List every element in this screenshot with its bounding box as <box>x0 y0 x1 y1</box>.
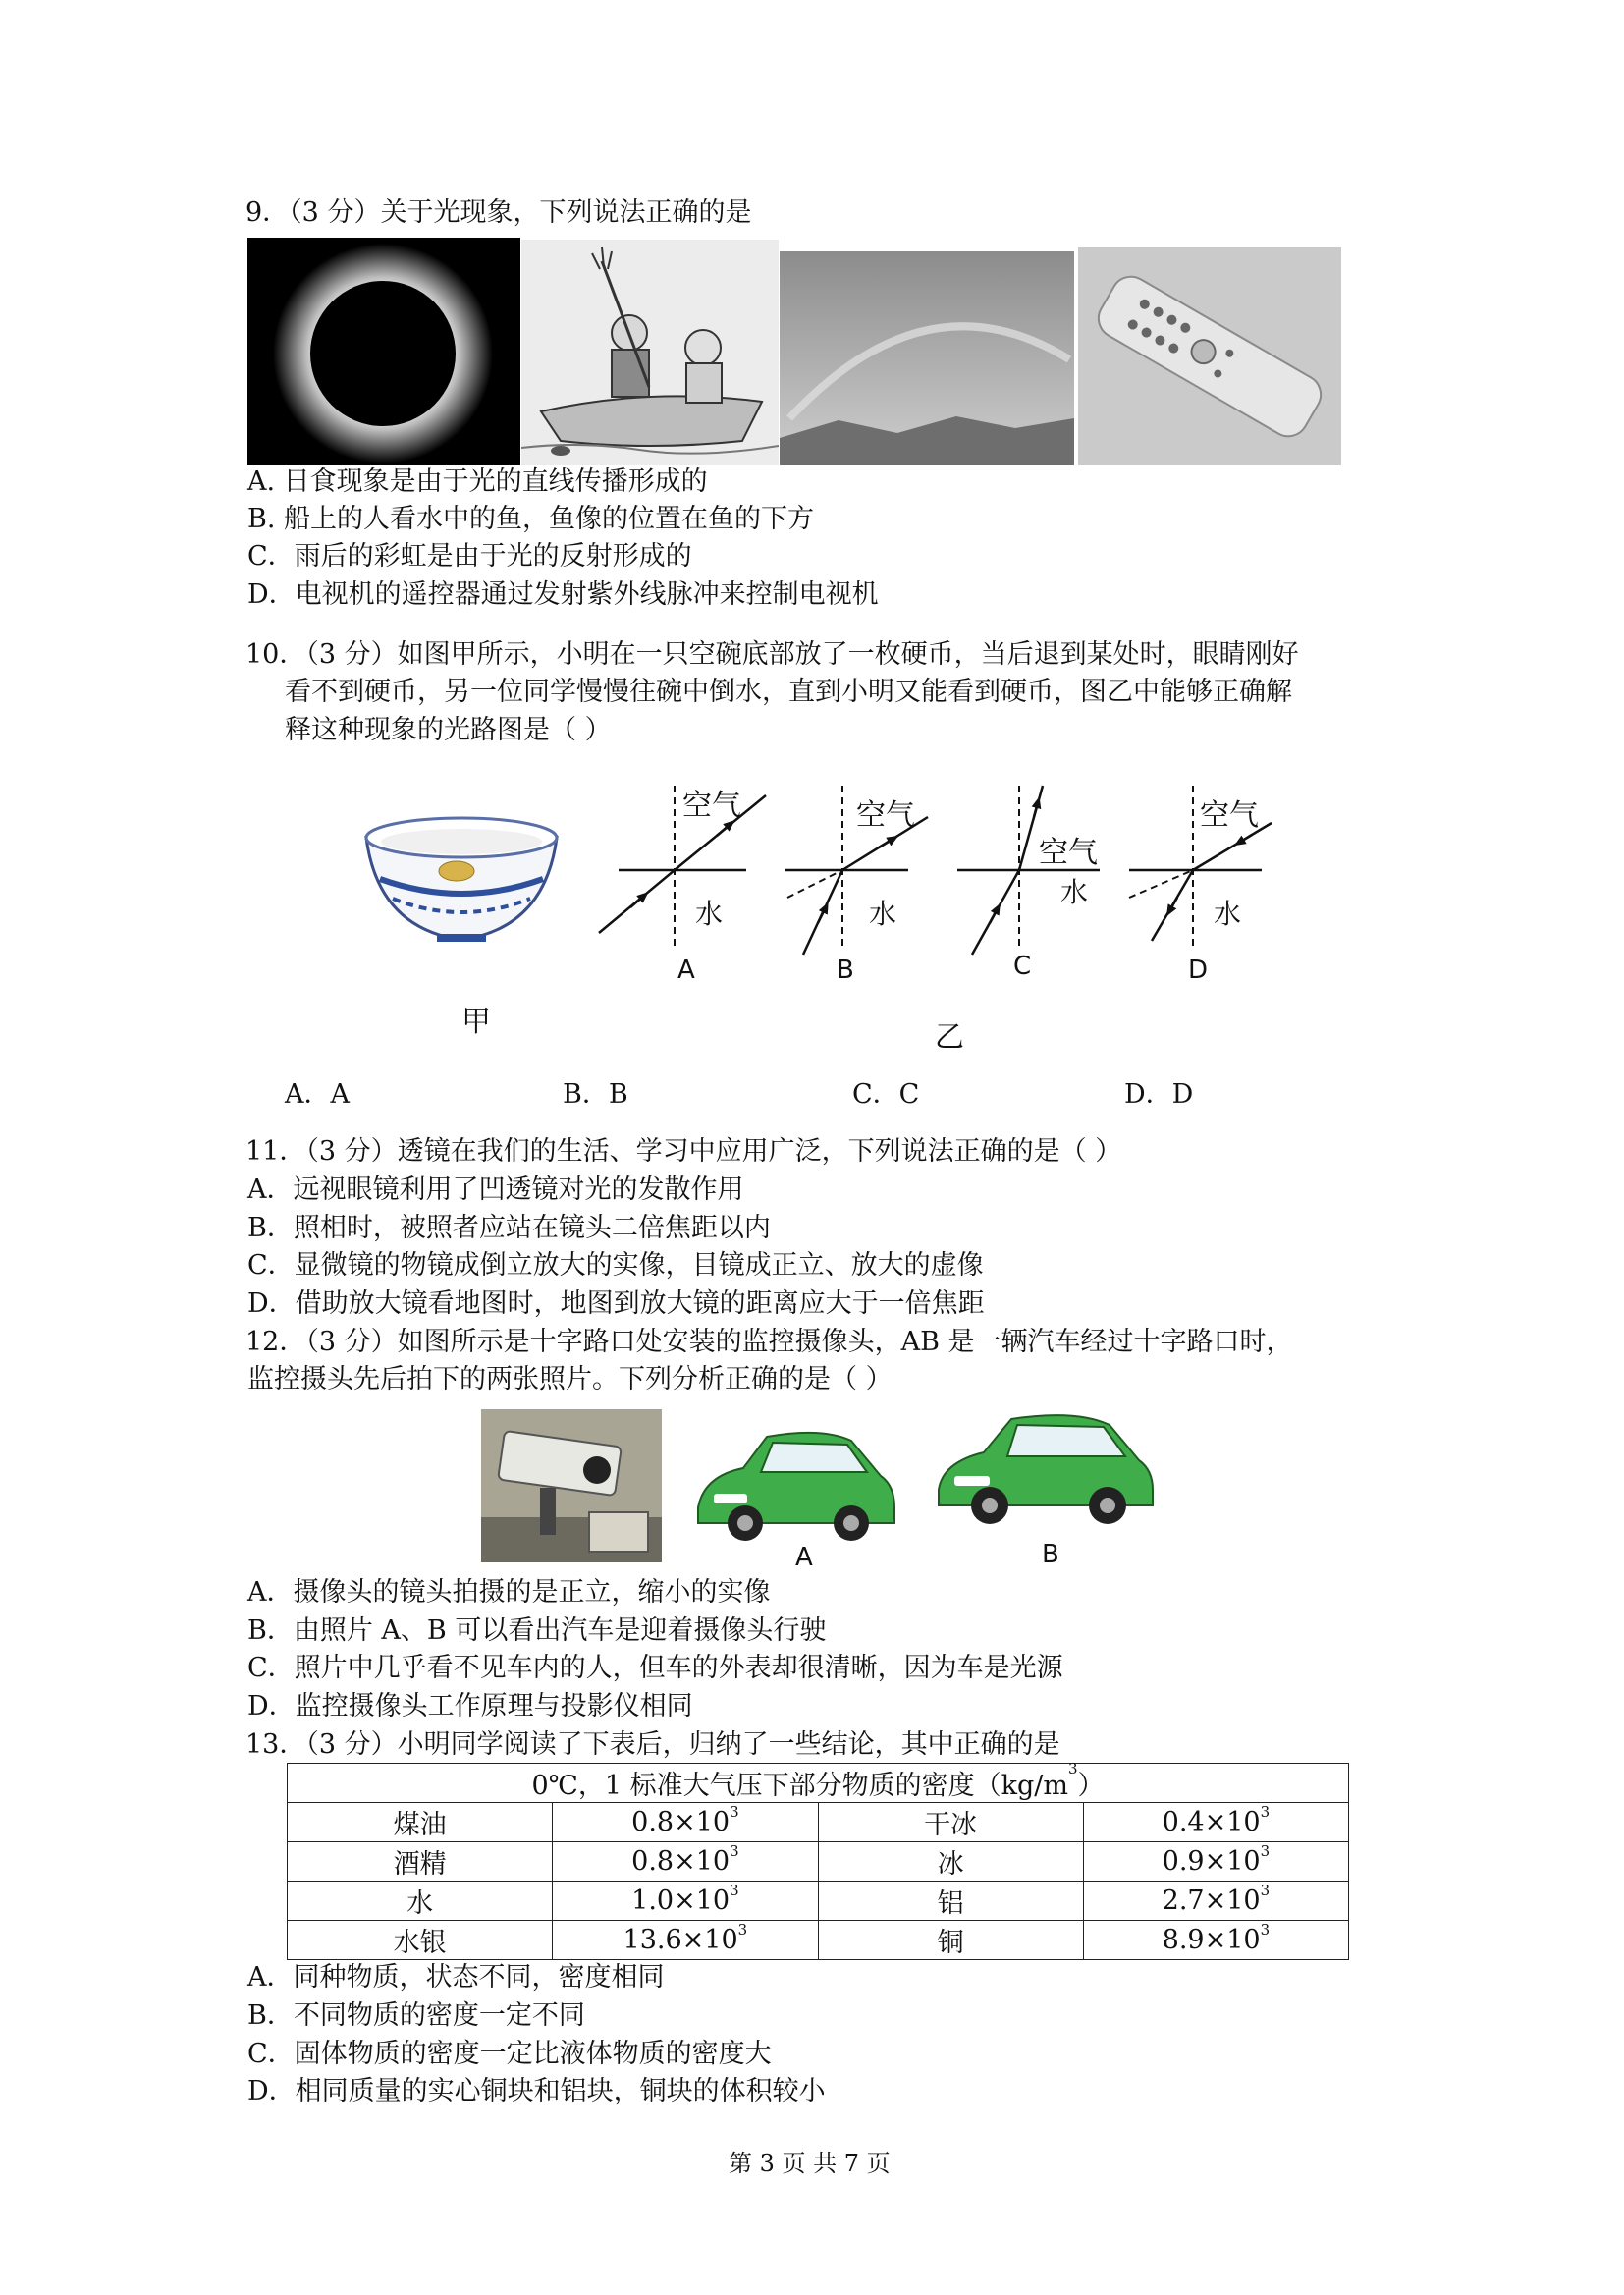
diagram-b <box>785 786 928 985</box>
q10-option-b: B．B <box>563 1079 628 1110</box>
q13-option-a: A．同种物质，状态不同，密度相同 <box>247 1962 665 1993</box>
diagram-c-letter: C <box>1013 952 1032 981</box>
diagram-a-letter: A <box>677 956 695 985</box>
q10-option-c: C．C <box>852 1079 920 1110</box>
diagram-d <box>1129 786 1272 985</box>
q9-option-d: D．电视机的遥控器通过发射紫外线脉冲来控制电视机 <box>247 579 879 610</box>
q11-stem: 11．（3 分）透镜在我们的生活、学习中应用广泛，下列说法正确的是（ ） <box>245 1136 1122 1167</box>
q13-option-d: D．相同质量的实心铜块和铝块，铜块的体积较小 <box>247 2076 826 2106</box>
q13-stem: 13．（3 分）小明同学阅读了下表后，归纳了一些结论，其中正确的是 <box>245 1729 1060 1760</box>
density-mantissa: 0.9×10 <box>1162 1846 1261 1877</box>
q10-option-a: A．A <box>285 1079 350 1110</box>
substance-name: 铝 <box>818 1882 1083 1921</box>
density-value <box>1083 1842 1348 1882</box>
density-mantissa: 8.9×10 <box>1162 1925 1261 1955</box>
diagram-a-air-label: 空气 <box>682 789 741 823</box>
diagram-b-air-label: 空气 <box>856 798 915 833</box>
density-mantissa: 0.4×10 <box>1162 1807 1261 1837</box>
density-exponent: 3 <box>730 1842 739 1860</box>
diagram-c <box>957 786 1100 981</box>
q9-option-c: C．雨后的彩虹是由于光的反射形成的 <box>247 541 692 572</box>
q11-option-b: B．照相时，被照者应站在镜头二倍焦距以内 <box>247 1213 771 1243</box>
fisherman-boat-illustration <box>521 240 779 465</box>
diagram-b-water-label: 水 <box>869 898 897 930</box>
car-photo-b-label: B <box>1042 1540 1059 1569</box>
q12-option-b: B．由照片 A、B 可以看出汽车是迎着摄像头行驶 <box>247 1615 827 1646</box>
density-table-title-end: ） <box>1077 1771 1105 1801</box>
q10-stem-line-1: 10．（3 分）如图甲所示，小明在一只空碗底部放了一枚硬币，当后退到某处时，眼睛刚好 <box>245 639 1299 670</box>
substance-name: 水银 <box>288 1921 553 1960</box>
density-mantissa: 0.8×10 <box>631 1846 731 1877</box>
table-row <box>288 1803 1349 1842</box>
density-mantissa: 2.7×10 <box>1162 1885 1261 1916</box>
density-exponent: 3 <box>730 1882 739 1899</box>
density-table-title-text: 0℃，1 标准大气压下部分物质的密度（kg/m <box>531 1771 1068 1801</box>
q11-option-a: A．远视眼镜利用了凹透镜对光的发散作用 <box>247 1175 744 1205</box>
substance-name: 酒精 <box>288 1842 553 1882</box>
density-value <box>1083 1921 1348 1960</box>
diagram-d-letter: D <box>1188 956 1209 985</box>
q9-option-b: B. 船上的人看水中的鱼，鱼像的位置在鱼的下方 <box>247 504 815 534</box>
page-footer: 第 3 页 共 7 页 <box>729 2150 891 2177</box>
rainbow-photo <box>780 251 1074 465</box>
table-row <box>288 1882 1349 1921</box>
q10-stem-line-3: 释这种现象的光路图是（ ） <box>285 715 612 745</box>
diagram-b-letter: B <box>837 956 854 985</box>
q9-stem: 9．（3 分）关于光现象，下列说法正确的是 <box>245 197 752 228</box>
car-photo-a <box>684 1417 902 1553</box>
density-table <box>287 1760 1349 1960</box>
diagram-a <box>599 786 766 985</box>
density-exponent: 3 <box>1260 1882 1271 1899</box>
substance-name: 冰 <box>818 1842 1083 1882</box>
car-photo-b <box>929 1407 1161 1537</box>
q12-option-d: D．监控摄像头工作原理与投影仪相同 <box>247 1691 693 1721</box>
q10-stem-line-2: 看不到硬币，另一位同学慢慢往碗中倒水，直到小明又能看到硬币，图乙中能够正确解 <box>285 677 1292 707</box>
density-exponent: 3 <box>737 1921 748 1939</box>
density-value <box>553 1921 818 1960</box>
diagram-c-water-label: 水 <box>1060 876 1089 908</box>
q9-option-a: A. 日食现象是由于光的直线传播形成的 <box>247 466 708 497</box>
substance-name: 干冰 <box>818 1803 1083 1842</box>
density-mantissa: 13.6×10 <box>623 1925 738 1955</box>
table-row <box>288 1921 1349 1960</box>
tv-remote-photo <box>1078 247 1341 465</box>
density-exponent: 3 <box>1260 1803 1271 1821</box>
diagram-d-water-label: 水 <box>1214 898 1242 930</box>
q11-option-d: D．借助放大镜看地图时，地图到放大镜的距离应大于一倍焦距 <box>247 1288 985 1319</box>
q12-stem-line-2: 监控摄头先后拍下的两张照片。下列分析正确的是（ ） <box>247 1364 893 1394</box>
bowl-with-coin-image <box>358 810 565 948</box>
q13-option-c: C．固体物质的密度一定比液体物质的密度大 <box>247 2039 772 2069</box>
light-path-diagrams <box>579 776 1286 987</box>
density-exponent: 3 <box>1260 1921 1271 1939</box>
density-value <box>1083 1803 1348 1842</box>
density-exponent: 3 <box>730 1803 739 1821</box>
substance-name: 铜 <box>818 1921 1083 1960</box>
diagram-a-water-label: 水 <box>695 898 724 930</box>
figure-yi-caption: 乙 <box>935 1020 964 1055</box>
density-mantissa: 1.0×10 <box>631 1885 731 1916</box>
density-mantissa: 0.8×10 <box>631 1807 731 1837</box>
density-value <box>553 1882 818 1921</box>
diagram-d-air-label: 空气 <box>1200 798 1259 833</box>
q12-option-a: A．摄像头的镜头拍摄的是正立，缩小的实像 <box>247 1577 771 1608</box>
density-exponent: 3 <box>1260 1842 1271 1860</box>
density-value <box>553 1803 818 1842</box>
density-table-title <box>288 1760 1349 1803</box>
solar-eclipse-photo <box>247 238 520 465</box>
figure-jia-caption: 甲 <box>461 1005 491 1039</box>
q10-option-d: D．D <box>1124 1079 1194 1110</box>
surveillance-camera-photo <box>481 1409 662 1562</box>
density-table-title-sup: 3 <box>1067 1760 1078 1777</box>
q12-option-c: C．照片中几乎看不见车内的人，但车的外表却很清晰，因为车是光源 <box>247 1653 1063 1683</box>
density-table-title-row <box>288 1764 1349 1803</box>
density-value <box>553 1842 818 1882</box>
substance-name: 水 <box>288 1882 553 1921</box>
substance-name: 煤油 <box>288 1803 553 1842</box>
q11-option-c: C．显微镜的物镜成倒立放大的实像，目镜成正立、放大的虚像 <box>247 1250 984 1281</box>
density-value <box>1083 1882 1348 1921</box>
q12-stem-line-1: 12．（3 分）如图所示是十字路口处安装的监控摄像头，AB 是一辆汽车经过十字路口时， <box>245 1327 1293 1357</box>
diagram-c-air-label: 空气 <box>1039 836 1098 870</box>
q13-option-b: B．不同物质的密度一定不同 <box>247 2000 585 2031</box>
car-photo-a-label: A <box>795 1543 813 1572</box>
table-row <box>288 1842 1349 1882</box>
